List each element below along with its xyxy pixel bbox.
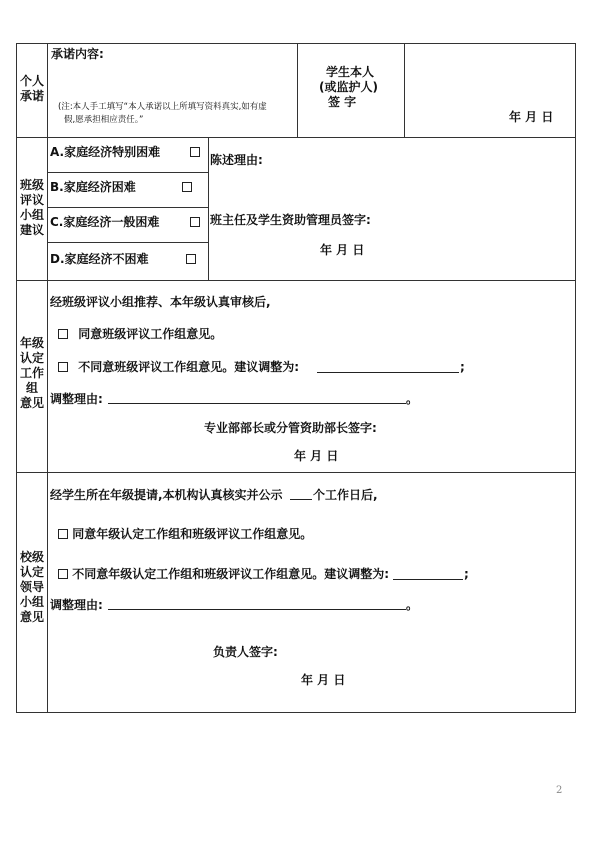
grade-disagree-checkbox[interactable] bbox=[58, 362, 68, 372]
table-border-right bbox=[575, 43, 576, 713]
option-divider-3 bbox=[47, 242, 208, 243]
class-eval-label: 班级 评议 小组 建议 bbox=[19, 178, 44, 237]
signer-line-1: 学生本人 bbox=[326, 65, 375, 79]
option-d bbox=[50, 252, 149, 266]
grade-date: 年 月 日 bbox=[294, 449, 339, 463]
school-reason-period: 。 bbox=[406, 598, 419, 612]
school-adjust-blank[interactable] bbox=[393, 579, 463, 580]
grade-eval-label: 年级 认定 工作 组 意见 bbox=[19, 336, 44, 410]
divider-row-3 bbox=[16, 472, 576, 473]
personal-date: 年 月 日 bbox=[509, 110, 554, 124]
school-reason-blank[interactable] bbox=[108, 609, 406, 610]
school-reason-label: 调整理由: bbox=[50, 598, 103, 612]
promise-note-line-1: (注:本人手工填写“本人承诺以上所填写资料真实,如有虚 bbox=[58, 102, 267, 112]
grade-disagree-label: 不同意班级评议工作组意见。建议调整为: bbox=[78, 360, 299, 374]
grade-adjust-blank[interactable] bbox=[317, 372, 459, 373]
school-adjust-semicolon: ; bbox=[464, 567, 469, 581]
school-agree-checkbox[interactable] bbox=[58, 529, 68, 539]
school-agree-label: 同意年级认定工作组和班级评议工作组意见。 bbox=[72, 527, 313, 541]
class-sign-label: 班主任及学生资助管理员签字: bbox=[210, 213, 371, 227]
signer-line-2: (或监护人) bbox=[319, 80, 378, 94]
personal-label: 个人 承诺 bbox=[19, 74, 44, 103]
option-b-label: B.家庭经济困难 bbox=[50, 180, 136, 194]
school-disagree-label: 不同意年级认定工作组和班级评议工作组意见。建议调整为: bbox=[72, 567, 389, 581]
grade-reason-label: 调整理由: bbox=[50, 392, 103, 406]
signer-line-3: 签 字 bbox=[328, 95, 357, 109]
grade-agree-option bbox=[58, 327, 222, 341]
promise-content-title: 承诺内容: bbox=[51, 47, 104, 61]
school-intro-post: 个工作日后, bbox=[313, 488, 378, 502]
school-date: 年 月 日 bbox=[301, 673, 346, 687]
school-agree-option bbox=[58, 527, 312, 541]
publicity-days-blank[interactable] bbox=[290, 499, 312, 500]
promise-note-line-2: 假,愿承担相应责任。” bbox=[64, 115, 144, 125]
personal-divider-a bbox=[297, 43, 298, 138]
school-intro bbox=[50, 488, 283, 502]
school-sign-label: 负责人签字: bbox=[213, 645, 278, 659]
class-date: 年 月 日 bbox=[320, 243, 365, 257]
grade-intro: 经班级评议小组推荐、本年级认真审核后, bbox=[50, 295, 271, 309]
school-intro-pre: 经学生所在年级提请,本机构认真核实并公示 bbox=[50, 488, 283, 502]
class-reason-label: 陈述理由: bbox=[210, 153, 263, 167]
school-disagree-checkbox[interactable] bbox=[58, 569, 68, 579]
option-divider-2 bbox=[47, 207, 208, 208]
grade-disagree-option bbox=[58, 360, 299, 374]
table-border-top bbox=[16, 43, 576, 44]
option-c bbox=[50, 215, 159, 229]
grade-reason-period: 。 bbox=[406, 392, 419, 406]
grade-agree-checkbox[interactable] bbox=[58, 329, 68, 339]
personal-divider-b bbox=[404, 43, 405, 138]
option-b bbox=[50, 180, 136, 194]
school-eval-label: 校级 认定 领导 小组 意见 bbox=[19, 550, 44, 624]
option-divider-1 bbox=[47, 172, 208, 173]
table-border-bottom bbox=[16, 712, 576, 713]
grade-adjust-semicolon: ; bbox=[460, 360, 465, 374]
class-options-divider bbox=[208, 137, 209, 280]
school-disagree-option bbox=[58, 567, 389, 581]
option-c-label: C.家庭经济一般困难 bbox=[50, 215, 160, 229]
grade-agree-label: 同意班级评议工作组意见。 bbox=[78, 327, 223, 341]
option-a bbox=[50, 145, 160, 159]
divider-row-2 bbox=[16, 280, 576, 281]
grade-sign-label: 专业部部长或分管资助部长签字: bbox=[204, 421, 377, 435]
option-a-checkbox[interactable] bbox=[190, 145, 200, 159]
option-d-checkbox[interactable] bbox=[186, 252, 196, 266]
label-column-divider bbox=[47, 43, 48, 713]
option-c-checkbox[interactable] bbox=[190, 215, 200, 229]
divider-row-1 bbox=[16, 137, 576, 138]
page-number: 2 bbox=[556, 785, 563, 796]
grade-reason-blank[interactable] bbox=[108, 403, 406, 404]
option-d-label: D.家庭经济不困难 bbox=[50, 252, 149, 266]
option-b-checkbox[interactable] bbox=[182, 180, 192, 194]
option-a-label: A.家庭经济特别困难 bbox=[50, 145, 161, 159]
